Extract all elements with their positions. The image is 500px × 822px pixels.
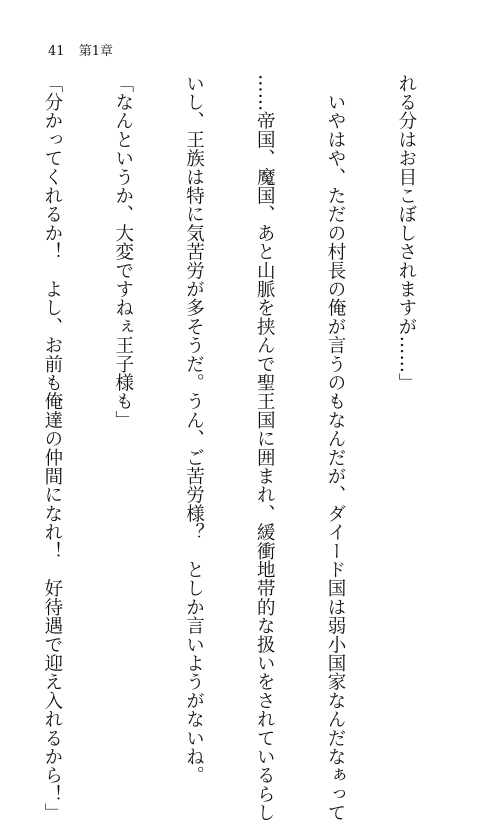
vertical-body-text <box>0 74 465 822</box>
text-line: 「なんというか、大変ですねぇ王子様も」 <box>112 74 134 430</box>
text-line: いやはや、ただの村長の俺が言うのもなんだが、ダイード国は弱小国家なんだなぁって <box>325 74 347 822</box>
page-header <box>48 44 113 60</box>
chapter-title: 第1章 <box>78 44 113 59</box>
page-number: 41 <box>48 44 65 59</box>
text-line: いし、王族は特に気苦労が多そうだ。うん、ご苦労様？ としか言いようがないね。 <box>183 74 205 785</box>
text-line: ……帝国、魔国、あと山脈を挟んで聖王国に囲まれ、緩衝地帯的な扱いをされているらし <box>254 74 276 822</box>
text-line: れる分はお目こぼしされますが……」 <box>395 74 417 392</box>
text-line: 「分かってくれるか！ よし、お前も俺達の仲間になれ！ 好待遇で迎え入れるから！」 <box>41 74 63 822</box>
